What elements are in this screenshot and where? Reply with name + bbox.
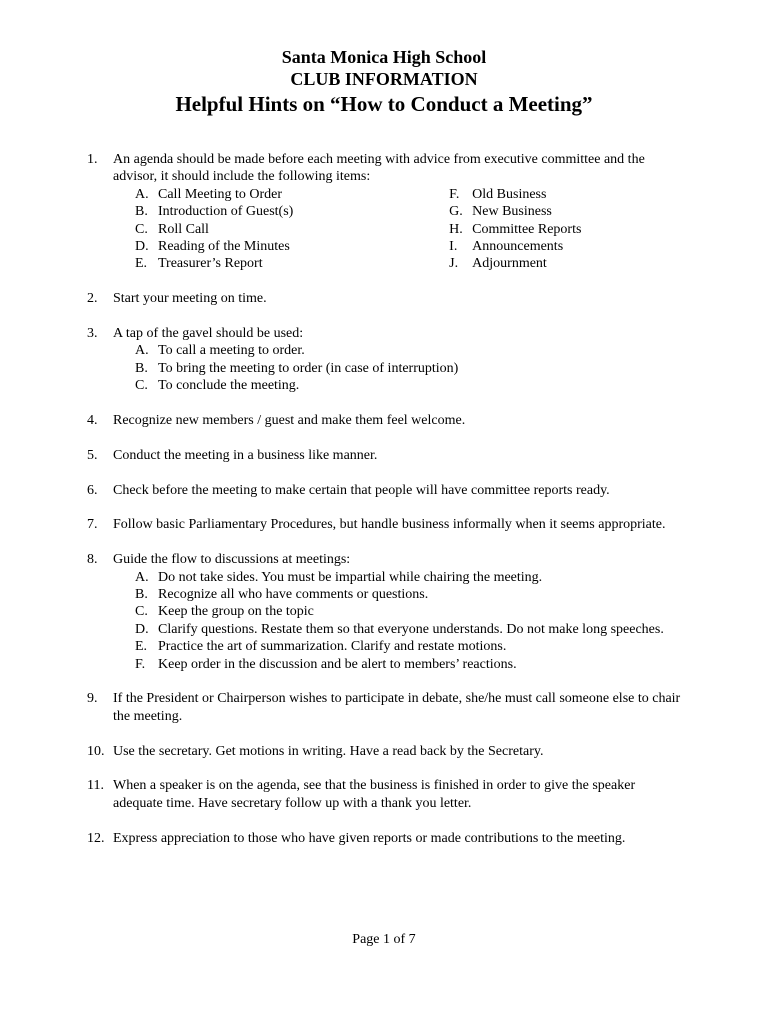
sub-text: Recognize all who have comments or questions. [158,587,429,603]
sub-text: Keep the group on the topic [158,604,314,620]
agenda-item [135,203,449,220]
agenda-letter: C. [135,221,148,237]
sub-letter: C. [135,604,148,620]
item-number: 1. [87,152,98,167]
agenda-item [449,238,687,255]
agenda-item [449,255,687,272]
agenda-letter: F. [449,186,460,202]
agenda-text: Old Business [472,186,547,202]
item-text: Guide the flow to discussions at meetings: [113,552,351,568]
school-name: Santa Monica High School [281,47,487,67]
page-title: Helpful Hints on “How to Conduct a Meeting” [175,92,593,116]
item-number: 12. [87,830,105,846]
item-text: Start your meeting on time. [113,291,267,307]
item-number: 3. [87,326,98,342]
sub-text: Keep order in the discussion and be alert to members’ reactions. [158,656,517,672]
agenda-item [135,238,449,255]
agenda-text: New Business [472,204,552,220]
agenda-text: Introduction of Guest(s) [158,204,294,220]
item-text: Check before the meeting to make certain that people will have committee reports ready. [113,482,610,498]
list-item [87,690,687,725]
club-heading: CLUB INFORMATION [290,69,478,89]
agenda-text: Roll Call [158,221,209,237]
sub-letter: D. [135,621,149,637]
agenda-letter: D. [135,239,149,255]
item-text: Follow basic Parliamentary Procedures, but handle business informally when it seems appropriate. [113,517,666,533]
agenda-item [449,186,687,203]
sub-text: To conclude the meeting. [158,378,300,394]
list-item [87,151,687,273]
sub-text: Clarify questions. Restate them so that everyone understands. Do not make long speeches. [158,621,664,637]
sub-letter: A. [135,569,149,585]
sub-item [135,586,687,603]
agenda-letter: J. [449,256,459,272]
list-item [87,325,687,395]
agenda-item [135,221,449,238]
agenda-letter: B. [135,204,148,220]
sub-item [135,360,687,377]
agenda-letter: I. [449,239,458,255]
item-number: 4. [87,413,98,429]
agenda-text: Announcements [472,239,564,255]
list-item [87,482,687,499]
agenda-text: Reading of the Minutes [158,239,290,255]
gavel-sublist [135,342,687,394]
page-number: Page 1 of 7 [352,932,416,947]
agenda-letter: A. [135,186,149,202]
item-text: Recognize new members / guest and make them feel welcome. [113,413,466,429]
sub-item [135,656,687,673]
sub-letter: C. [135,378,148,394]
item-number: 5. [87,447,98,463]
item-number: 11. [87,778,104,794]
item-text: When a speaker is on the agenda, see that the business is finished in order to give the speaker adequate time. Have secretary follow up with a thank you letter. [113,778,636,811]
item-number: 6. [87,482,98,498]
agenda-text: Adjournment [472,256,547,272]
item-text: Conduct the meeting in a business like manner. [113,447,378,463]
list-item [87,447,687,464]
item-number: 9. [87,691,98,707]
agenda-text: Treasurer’s Report [158,256,263,272]
hints-list [87,151,687,864]
agenda-column-right [449,186,687,273]
item-text: If the President or Chairperson wishes to participate in debate, she/he must call someone else to chair the meeting. [113,691,681,724]
agenda-item [135,255,449,272]
sub-text: Practice the art of summarization. Clarify and restate motions. [158,639,507,655]
item-number: 8. [87,552,98,568]
sub-letter: F. [135,656,146,672]
sub-letter: E. [135,639,148,655]
item-text: A tap of the gavel should be used: [113,326,304,342]
item-number: 2. [87,291,98,307]
sub-item [135,342,687,359]
list-item [87,290,687,307]
sub-item [135,569,687,586]
sub-letter: B. [135,587,148,603]
item-number: 10. [87,743,105,759]
sub-item [135,377,687,394]
agenda-items [135,186,687,273]
document-header [0,46,768,118]
list-item [87,516,687,533]
sub-letter: B. [135,360,148,376]
item-text: Use the secretary. Get motions in writing. Have a read back by the Secretary. [113,743,544,759]
agenda-letter: G. [449,204,463,220]
sub-text: To bring the meeting to order (in case of interruption) [158,360,459,376]
list-item [87,551,687,673]
agenda-letter: E. [135,256,148,272]
agenda-text: Committee Reports [472,221,582,237]
sub-letter: A. [135,343,149,359]
sub-text: Do not take sides. You must be impartial while chairing the meeting. [158,569,543,585]
agenda-column-left [135,186,449,273]
item-number: 7. [87,517,98,533]
agenda-letter: H. [449,221,463,237]
agenda-item [135,186,449,203]
list-item [87,777,687,812]
agenda-text: Call Meeting to Order [158,186,283,202]
sub-item [135,621,687,638]
item-text: An agenda should be made before each meeting with advice from executive committee and the advisor, it should include the following items: [113,152,645,185]
agenda-item [449,203,687,220]
sub-item [135,638,687,655]
agenda-item [449,221,687,238]
list-item [87,412,687,429]
list-item [87,743,687,760]
flow-sublist [135,569,687,673]
item-text: Express appreciation to those who have given reports or made contributions to the meeting. [113,830,626,846]
sub-text: To call a meeting to order. [158,343,305,359]
list-item [87,830,687,847]
sub-item [135,603,687,620]
